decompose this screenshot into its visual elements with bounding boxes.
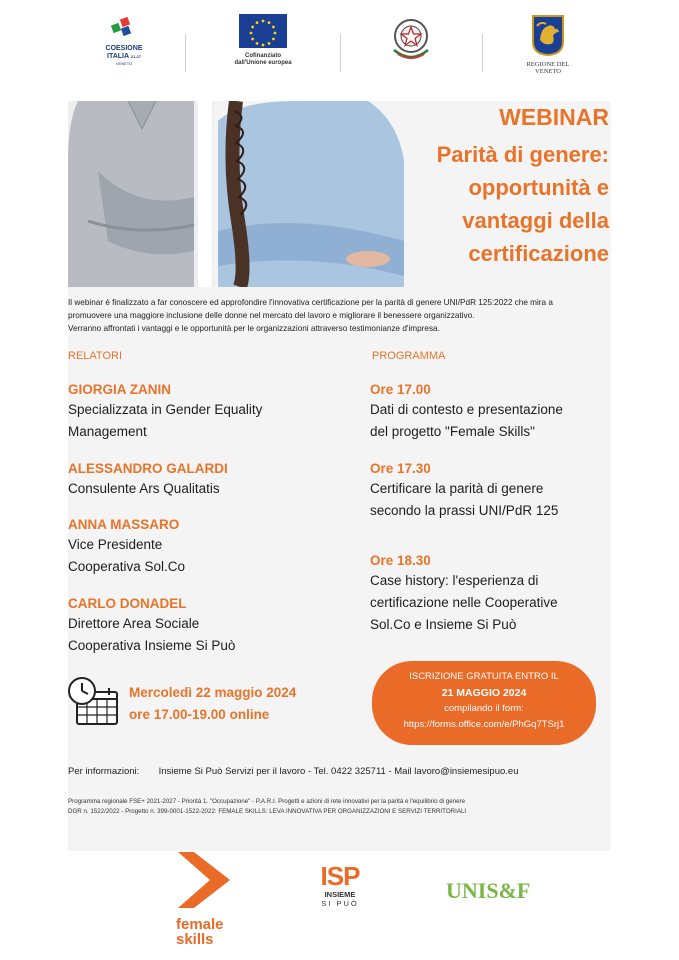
program-desc: del progetto "Female Skills" xyxy=(370,424,535,439)
title-line: certificazione xyxy=(468,241,609,266)
coesione-region: VENETO xyxy=(115,61,133,66)
hero-photo xyxy=(68,101,432,287)
isp-mark: ISP xyxy=(320,861,360,891)
female-skills-arrow-icon xyxy=(176,850,232,910)
veneto-lion-icon xyxy=(531,14,565,56)
speaker-item xyxy=(68,596,235,657)
female-skills-text-1: female xyxy=(176,916,224,933)
speaker-name: CARLO DONADEL xyxy=(68,596,187,611)
program-desc: Dati di contesto e presentazione xyxy=(370,402,563,417)
isp-text-1: INSIEME xyxy=(324,890,356,899)
female-skills-logo xyxy=(176,850,246,947)
program-desc: Sol.Co e Insieme Si Può xyxy=(370,617,517,632)
registration-url-link[interactable]: https://forms.office.com/e/PhGq7TSrj1 xyxy=(403,719,565,730)
coesione-italia-logo xyxy=(100,14,148,66)
female-skills-text-2: skills xyxy=(176,931,214,948)
webinar-title-block xyxy=(437,102,609,270)
coesione-line2: ITALIA xyxy=(107,53,129,60)
logo-divider xyxy=(482,34,483,72)
event-date-block xyxy=(129,682,296,726)
intro-paragraph xyxy=(68,296,608,335)
info-label: Per informazioni: xyxy=(68,766,140,777)
registration-line3: compilando il form: xyxy=(444,703,524,714)
registration-box[interactable] xyxy=(372,661,596,745)
intro-line: promuovere una maggiore inclusione delle donne nel mercato del lavoro e migliorare il benessere organizzativo. xyxy=(68,311,475,320)
coesione-mark-icon xyxy=(109,14,139,40)
speaker-role: Cooperativa Insieme Si Può xyxy=(68,638,236,653)
speaker-role: Vice Presidente xyxy=(68,537,163,552)
two-people-arms-crossed-image xyxy=(68,101,432,287)
event-time: ore 17.00-19.00 online xyxy=(129,707,270,722)
unisf-logo: UNIS&F xyxy=(446,878,531,903)
program-item xyxy=(370,461,558,522)
title-line: Parità di genere: xyxy=(436,142,609,167)
registration-deadline: 21 MAGGIO 2024 xyxy=(441,687,527,699)
logo-divider xyxy=(185,34,186,72)
speaker-role: Consulente Ars Qualitatis xyxy=(68,481,220,496)
speaker-role: Specializzata in Gender Equality xyxy=(68,402,263,417)
program-desc: certificazione nelle Cooperative xyxy=(370,595,558,610)
regione-veneto-logo xyxy=(516,14,580,75)
speakers-heading: RELATORI xyxy=(68,350,122,362)
registration-line1: ISCRIZIONE GRATUITA ENTRO IL xyxy=(409,671,559,682)
speaker-name: GIORGIA ZANIN xyxy=(68,382,171,397)
speaker-role: Direttore Area Sociale xyxy=(68,616,200,631)
event-date: Mercoledì 22 maggio 2024 xyxy=(129,685,297,700)
webinar-label: WEBINAR xyxy=(499,104,609,130)
program-time: Ore 17.00 xyxy=(370,382,431,397)
intro-line: Il webinar è finalizzato a far conoscere ed approfondire l'innovativa certificazione per la parità di genere UNI/PdR 125:2022 che mira a xyxy=(68,298,553,307)
title-line: opportunità e xyxy=(468,175,609,200)
footnote-line: DGR n. 1522/2022 - Progetto n. 399-0001-1522-2022: FEMALE SKILLS: LEVA INNOVATIVA PER ORGANIZZAZIONI E SERVIZI TERRITORIALI xyxy=(68,808,467,815)
program-time: Ore 17.30 xyxy=(370,461,431,476)
speaker-item xyxy=(68,382,262,443)
speaker-role: Management xyxy=(68,424,147,439)
eu-logo xyxy=(228,14,298,67)
program-item xyxy=(370,553,558,636)
program-desc: secondo la prassi UNI/PdR 125 xyxy=(370,503,559,518)
speaker-name: ALESSANDRO GALARDI xyxy=(68,461,228,476)
footnote-line: Programma regionale FSE+ 2021-2027 - Priorità 1. "Occupazione" - P.A.R.I. Progetti e azioni di rete innovativi per la parità e l'equilibrio di genere xyxy=(68,798,466,805)
republic-emblem-icon xyxy=(388,14,434,66)
isp-text-2: SI PUÒ xyxy=(321,899,359,908)
funding-footnote xyxy=(68,797,466,817)
eu-caption-1: Cofinanziato xyxy=(245,53,281,59)
logo-divider xyxy=(340,34,341,72)
bottom-logo-row xyxy=(0,848,679,958)
intro-line: Verranno affrontati i vantaggi e le opportunità per le organizzazioni attraverso testimonianze d'impresa. xyxy=(68,324,440,333)
clock-calendar-icon xyxy=(67,676,123,733)
coesione-line1: COESIONE xyxy=(105,45,143,52)
speaker-item xyxy=(68,461,228,500)
speaker-role: Cooperativa Sol.Co xyxy=(68,559,186,574)
program-heading: PROGRAMMA xyxy=(372,350,446,362)
eu-caption-2: dall'Unione europea xyxy=(234,60,292,66)
info-text: Insieme Si Può Servizi per il lavoro - Tel. 0422 325711 - Mail lavoro@insiemesipuo.eu xyxy=(158,766,519,777)
italian-republic-emblem xyxy=(386,14,436,71)
veneto-caption: REGIONE DEL VENETO xyxy=(526,61,570,75)
contact-info xyxy=(68,766,518,777)
coesione-years: 21-27 xyxy=(130,54,141,59)
program-time: Ore 18.30 xyxy=(370,553,431,568)
speaker-name: ANNA MASSARO xyxy=(68,517,180,532)
insieme-si-puo-logo xyxy=(314,862,366,908)
program-desc: Certificare la parità di genere xyxy=(370,481,544,496)
program-desc: Case history: l'esperienza di xyxy=(370,573,539,588)
title-line: vantaggi della xyxy=(462,208,609,233)
program-item xyxy=(370,382,563,443)
speaker-item xyxy=(68,517,185,578)
partner-logo-row xyxy=(0,14,679,88)
eu-flag-icon xyxy=(239,14,287,48)
